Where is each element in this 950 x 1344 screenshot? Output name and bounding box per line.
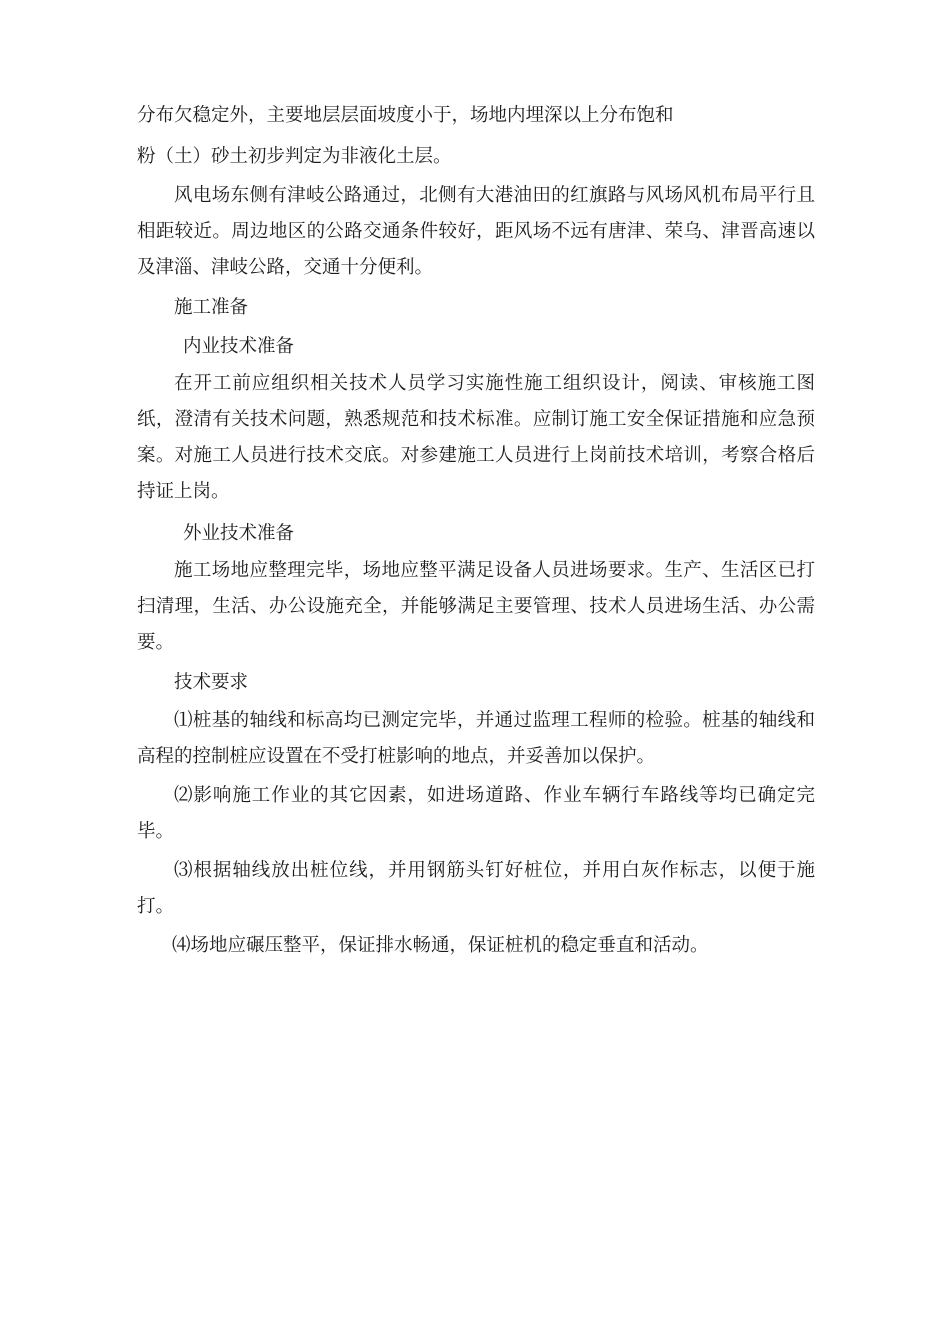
requirement-2: ⑵影响施工作业的其它因素，如进场道路、作业车辆行车路线等均已确定完毕。: [137, 785, 815, 842]
heading-internal-technical-preparation: 内业技术准备: [183, 336, 295, 357]
traffic-paragraph: 风电场东侧有津岐公路通过，北侧有大港油田的红旗路与风场风机布局平行且相距较近。周边地区的公路交通条件较好，距风场不远有唐津、荣乌、津晋高速以及津淄、津岐公路，交通十分便利。: [137, 185, 815, 278]
intro-line-2: 粉（土）砂土初步判定为非液化土层。: [137, 146, 452, 167]
heading-external-technical-preparation: 外业技术准备: [183, 523, 295, 544]
heading-construction-preparation: 施工准备: [174, 297, 249, 318]
requirement-1: ⑴桩基的轴线和标高均已测定完毕，并通过监理工程师的检验。桩基的轴线和高程的控制桩应设置在不受打桩影响的地点，并妥善加以保护。: [137, 710, 815, 767]
heading-technical-requirements: 技术要求: [174, 672, 249, 693]
requirement-4: ⑷场地应碾压整平，保证排水畅通，保证桩机的稳定垂直和活动。: [172, 935, 709, 956]
external-preparation-paragraph: 施工场地应整理完毕，场地应整平满足设备人员进场要求。生产、生活区已打扫清理，生活、办公设施充全，并能够满足主要管理、技术人员进场生活、办公需要。: [137, 560, 815, 653]
internal-preparation-paragraph: 在开工前应组织相关技术人员学习实施性施工组织设计，阅读、审核施工图纸，澄清有关技术问题，熟悉规范和技术标准。应制订施工安全保证措施和应急预案。对施工人员进行技术交底。对参建施工人员进行上岗前技术培训，考察合格后持证上岗。: [137, 373, 815, 502]
intro-line-1: 分布欠稳定外，主要地层层面坡度小于，场地内埋深以上分布饱和: [137, 105, 674, 126]
requirement-3: ⑶根据轴线放出桩位线，并用钢筋头钉好桩位，并用白灰作标志，以便于施打。: [137, 860, 815, 917]
